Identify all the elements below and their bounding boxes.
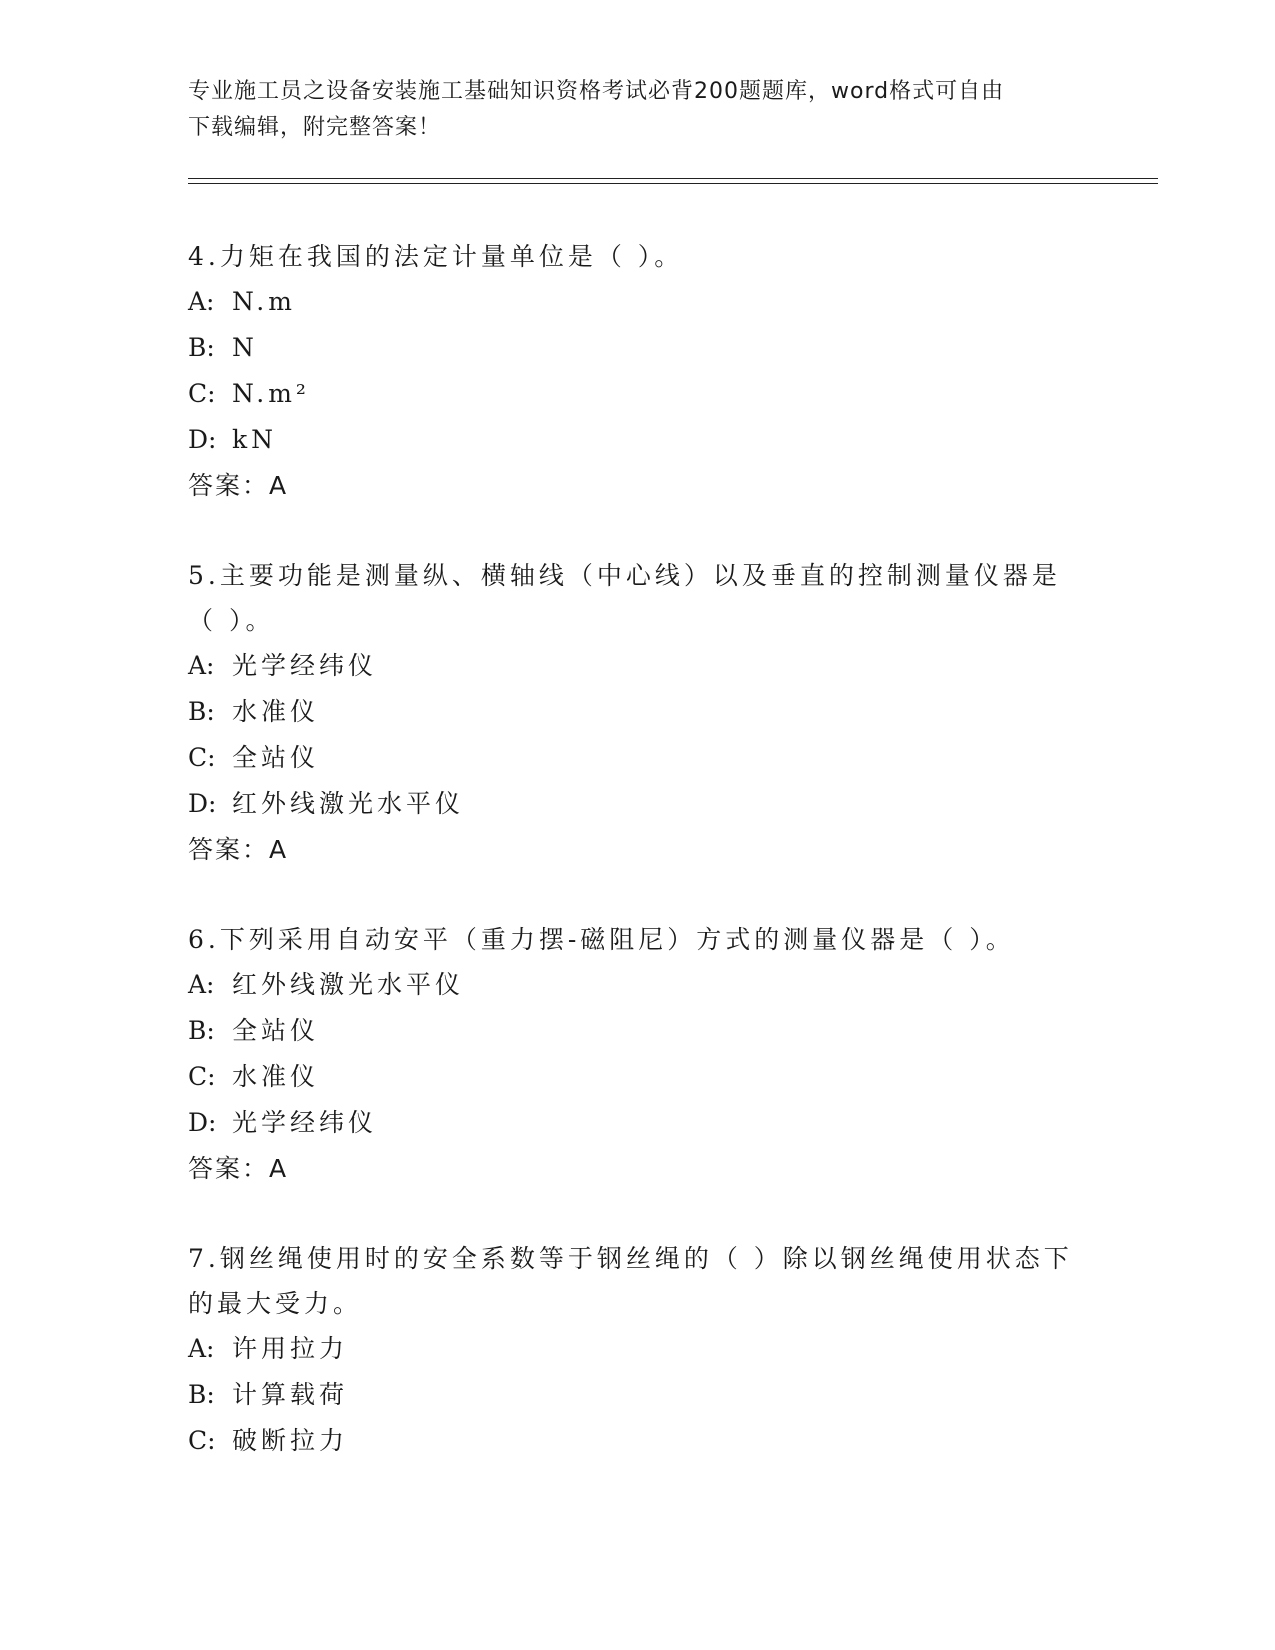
option-letter: C: [188, 1426, 216, 1455]
answer-key: 答案：A [188, 471, 289, 500]
answer-key: 答案：A [188, 1154, 289, 1183]
header-divider-top [188, 178, 1158, 179]
option-letter: D: [188, 425, 217, 454]
option-text: 计算载荷 [232, 1380, 349, 1409]
answer-option [188, 735, 1088, 781]
option-letter: D: [188, 789, 217, 818]
question-stem: 5.主要功能是测量纵、横轴线（中心线）以及垂直的控制测量仪器是（ ）。 [188, 561, 1061, 635]
option-letter: C: [188, 1062, 216, 1091]
option-text: 水准仪 [232, 1062, 320, 1091]
answer-key: 答案：A [188, 835, 289, 864]
option-text: 红外线激光水平仪 [232, 789, 465, 818]
question-stem: 6.下列采用自动安平（重力摆-磁阻尼）方式的测量仪器是（ ）。 [188, 925, 1015, 954]
header-divider-bottom [188, 183, 1158, 184]
option-text: N [232, 333, 258, 362]
answer-option [188, 1008, 1088, 1054]
option-text: 许用拉力 [232, 1334, 349, 1363]
question-stem: 4.力矩在我国的法定计量单位是（ ）。 [188, 242, 684, 271]
option-letter: B: [188, 1016, 215, 1045]
option-letter: D: [188, 1108, 217, 1137]
answer-option [188, 781, 1088, 827]
answer-option [188, 371, 1088, 417]
option-text: 水准仪 [232, 697, 320, 726]
answer-option [188, 1326, 1088, 1372]
option-text: 光学经纬仪 [232, 651, 378, 680]
answer-option [188, 325, 1088, 371]
option-text: 破断拉力 [232, 1426, 349, 1455]
answer-option [188, 1418, 1088, 1464]
option-letter: A: [188, 970, 215, 999]
header-line-1: 专业施工员之设备安装施工基础知识资格考试必背200题题库，word格式可自由 [188, 79, 1005, 104]
option-letter: C: [188, 379, 216, 408]
option-text: 全站仪 [232, 743, 320, 772]
option-letter: A: [188, 287, 215, 316]
option-text: N.m² [232, 379, 310, 408]
option-letter: A: [188, 1334, 215, 1363]
question-list [188, 234, 1088, 1508]
option-letter: A: [188, 651, 215, 680]
question-item [188, 1236, 1088, 1464]
answer-option [188, 279, 1088, 325]
option-letter: C: [188, 743, 216, 772]
question-stem: 7.钢丝绳使用时的安全系数等于钢丝绳的（ ）除以钢丝绳使用状态下的最大受力。 [188, 1244, 1073, 1318]
document-header [188, 74, 1088, 146]
answer-option [188, 417, 1088, 463]
answer-option [188, 1054, 1088, 1100]
option-letter: B: [188, 1380, 215, 1409]
option-letter: B: [188, 697, 215, 726]
answer-option [188, 689, 1088, 735]
option-letter: B: [188, 333, 215, 362]
answer-option [188, 1372, 1088, 1418]
option-text: kN [232, 425, 278, 454]
option-text: 红外线激光水平仪 [232, 970, 465, 999]
answer-option [188, 643, 1088, 689]
option-text: 全站仪 [232, 1016, 320, 1045]
answer-option [188, 962, 1088, 1008]
question-item [188, 917, 1088, 1192]
option-text: N.m [232, 287, 296, 316]
option-text: 光学经纬仪 [232, 1108, 378, 1137]
header-line-2: 下载编辑，附完整答案！ [188, 115, 442, 140]
question-item [188, 553, 1088, 873]
question-item [188, 234, 1088, 509]
answer-option [188, 1100, 1088, 1146]
